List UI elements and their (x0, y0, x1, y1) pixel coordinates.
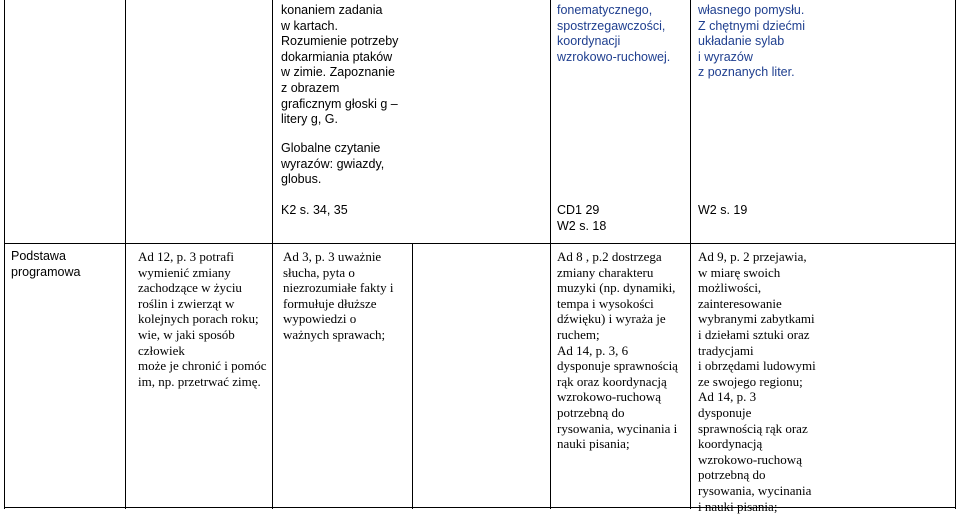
table-border-left (4, 0, 5, 509)
workbook-reference: K2 s. 34, 35 (281, 203, 348, 217)
curriculum-language: Ad 3, p. 3 uważnie słucha, pyta o niezrozumiałe fakty i formułuje dłuższe wypowiedzi o ważnych sprawach; (283, 249, 394, 342)
curriculum-music: Ad 8 , p.2 dostrzega zmiany charakteru muzyki (np. dynamiki, tempa i wysokości dźwięku) i wyraża je ruchem; Ad 14, p. 3, 6 dysponuje sprawnością rąk oraz koordynacją wzrokowo-ruchową potrzebną do rysowania, wycinania i nauki pisania; (557, 249, 678, 452)
table-divider (690, 0, 691, 509)
table-divider (550, 0, 551, 509)
table-row-divider (4, 243, 956, 244)
table-divider (125, 0, 126, 509)
optional-activity-text: własnego pomysłu. Z chętnymi dziećmi układanie sylab i wyrazów z poznanych liter. (698, 3, 805, 80)
table-divider (412, 243, 413, 509)
skills-text: fonematycznego, spostrzegawczości, koordynacji wzrokowo-ruchowej. (557, 3, 671, 64)
table-divider (272, 0, 273, 509)
workbook-reference: W2 s. 19 (698, 203, 748, 217)
curriculum-art: Ad 9, p. 2 przejawia, w miarę swoich możliwości, zainteresowanie wybranymi zabytkami i dziełami sztuki oraz tradycjami i obrzędami ludowymi ze swojego regionu; Ad 14, p. 3 dysponuje sprawnością rąk oraz koordynacją wzrokowo-ruchową potrzebną do rysowania, wycinania i nauki pisania; (698, 249, 816, 514)
row-label: Podstawa programowa (11, 249, 81, 279)
table-border-right (955, 0, 956, 509)
lesson-goals-text: konaniem zadania w kartach. Rozumienie potrzeby dokarmiania ptaków w zimie. Zapoznanie z obrazem graficznym głoski g – litery g, G. (281, 3, 399, 127)
cd-reference: CD1 29 W2 s. 18 (557, 203, 607, 233)
curriculum-nature: Ad 12, p. 3 potrafi wymienić zmiany zachodzące w życiu roślin i zwierząt w kolejnych porach roku; wie, w jaki sposób człowiek może je chronić i pomóc im, np. przetrwać zimę. (138, 249, 267, 389)
reading-activity-text: Globalne czytanie wyrazów: gwiazdy, globus. (281, 141, 385, 187)
